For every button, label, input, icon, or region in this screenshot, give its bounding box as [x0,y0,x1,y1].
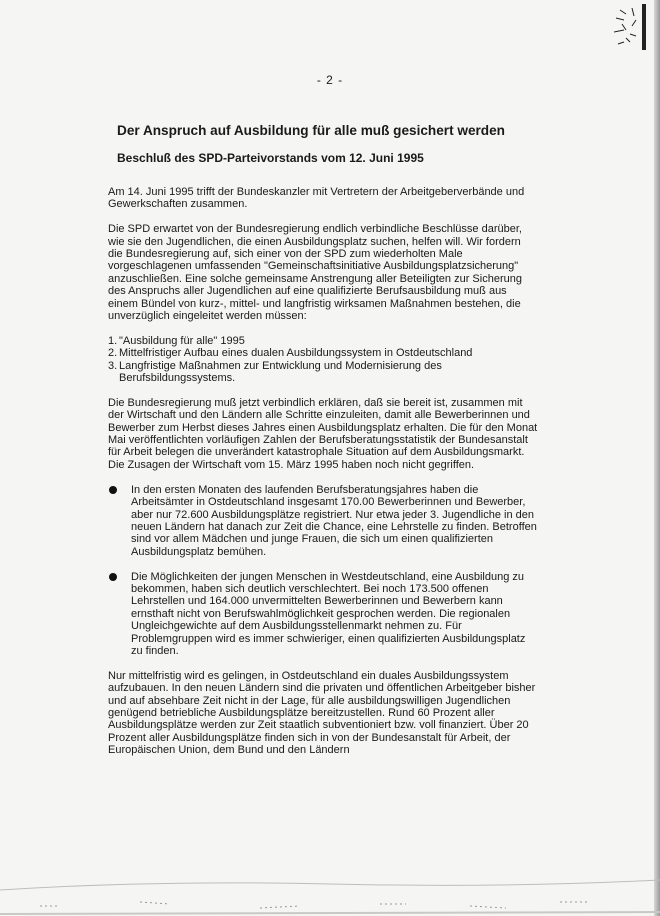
bullet-icon [109,486,117,494]
bullet-item [108,484,538,558]
list-text: "Ausbildung für alle" 1995 [119,334,245,347]
list-item [108,360,538,385]
scan-bottom-artifact [0,876,660,916]
document-title: Der Anspruch auf Ausbildung für alle muß gesichert werden [117,123,505,138]
paragraph: Nur mittelfristig wird es gelingen, in Ostdeutschland ein duales Ausbildungssystem aufzubauen. In den neuen Ländern sind die privaten und öffentlichen Arbeitgeber bisher und auf absehbare Zeit nicht in der Lage, für alle ausbildungswilligen Jugendlichen genügend betriebliche Ausbildungsplätze bereitzustellen. Rund 60 Prozent aller Ausbildungsplätze werden zur Zeit staatlich subventioniert bzw. voll finanziert. Über 20 Prozent aller Ausbildungsplätze finden sich in von der Bundesanstalt für Arbeit, der Europäischen Union, dem Bund und den Ländern [108,669,536,757]
bullet-item [108,571,538,658]
list-number: 2. [108,347,118,360]
numbered-list [108,335,538,385]
document-subtitle: Beschluß des SPD-Parteivorstands vom 12. Juni 1995 [117,151,424,165]
list-number: 1. [108,334,118,347]
list-number: 3. [108,359,118,372]
list-text: Langfristige Maßnahmen zur Entwicklung und Modernisierung des Berufsbildungssystems. [119,359,442,385]
scan-edge [654,0,660,916]
page-number: - 2 - [316,73,344,87]
bullet-icon [109,573,117,581]
paragraph: Die SPD erwartet von der Bundesregierung endlich verbindliche Beschlüsse darüber, wie sie den Jugendlichen, die einen Ausbildungsplatz suchen, helfen will. Wir fordern die Bundesregierung auf, sich einer von der SPD zum wiederholten Male vorgeschlagenen umfassenden "Gemeinschaftsinitiative Ausbildungsplatzsicherung" anzuschließen. Eine solche gemeinsame Anstrengung aller Beteiligten zur Sicherung des Anspruchs aller Jugendlichen auf eine qualifizierte Berufsausbildung muß aus einem Bündel von kurz-, mittel- und langfristig wirksamen Maßnahmen bestehen, die unverzüglich eingeleitet werden müssen: [108,223,522,323]
bullet-text: Die Möglichkeiten der jungen Menschen in Westdeutschland, eine Ausbildung zu bekommen, haben sich deutlich verschlechtert. Bei noch 173.500 offenen Lehrstellen und 164.000 unvermittelten Bewerberinnen und Bewerbern kann ernsthaft nicht von Berufswahlmöglichkeit gesprochen werden. Die regionalen Ungleichgewichte auf dem Ausbildungsstellenmarkt nehmen zu. Für Problemgruppen wird es immer schwieriger, einen qualifizierten Ausbildungsplatz zu finden. [131,570,526,657]
bullet-text: In den ersten Monaten des laufenden Berufsberatungsjahres haben die Arbeitsämter in Ostdeutschland insgesamt 170.00 Bewerberinnen und Bewerber, aber nur 72.600 Ausbildungsplätze registriert. Nur etwa jeder 3. Jugendliche in den neuen Ländern hat danach zur Zeit die Chance, eine Lehrstelle zu finden. Betroffen sind vor allem Mädchen und junge Frauen, die sich um einen qualifizierten Ausbildungsplatz bemühen. [131,483,537,558]
paragraph: Die Bundesregierung muß jetzt verbindlich erklären, daß sie bereit ist, zusammen mit der Wirtschaft und den Ländern alle Schritte einzuleiten, damit alle Bewerberinnen und Bewerber zum Herbst dieses Jahres einen Ausbildungsplatz erhalten. Die für den Monat Mai veröffentlichten vorläufigen Zahlen der Berufsberatungsstatistik der Bundesanstalt für Arbeit belegen die unverändert katastrophale Situation auf dem Ausbildungsmarkt. Die Zusagen der Wirtschaft vom 15. März 1995 haben noch nicht gegriffen. [108,396,538,471]
bullet-list [108,484,538,658]
list-text: Mittelfristiger Aufbau eines dualen Ausbildungssystem in Ostdeutschland [119,347,473,360]
scan-corner-artifact [612,4,652,50]
paragraph: Am 14. Juni 1995 trifft der Bundeskanzler mit Vertretern der Arbeitgeberverbände und Gewerkschaften zusammen. [108,186,525,211]
list-item [108,335,538,347]
document-body [108,186,538,769]
list-item [108,347,538,359]
